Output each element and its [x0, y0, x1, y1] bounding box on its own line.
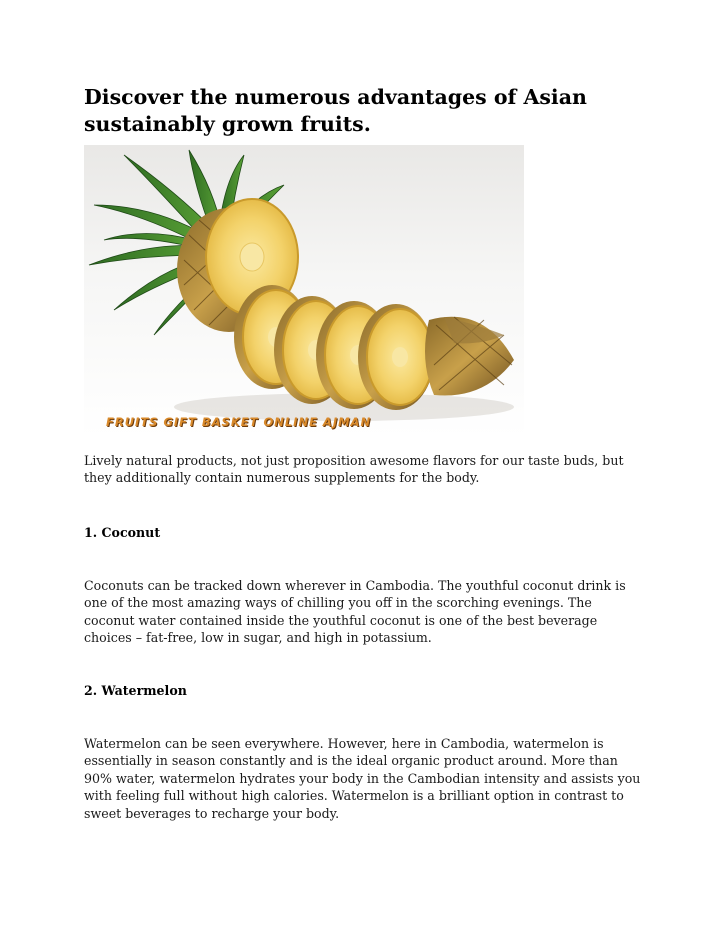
- intro-paragraph: Lively natural products, not just proposition awesome flavors for our taste buds, but they additionally contain numerous supplements for the body.: [84, 453, 624, 486]
- pineapple-image: [84, 145, 524, 437]
- section-heading-watermelon: 2. Watermelon: [84, 683, 187, 698]
- document-title: Discover the numerous advantages of Asian sustainably grown fruits.: [84, 85, 587, 136]
- section-heading-coconut: 1. Coconut: [84, 525, 161, 540]
- section-body-coconut: Coconuts can be tracked down wherever in Cambodia. The youthful coconut drink is one of the most amazing ways of chilling you off in the scorching evenings. The coconut water contained inside the youthful coconut is one of the best beverage choices – fat-free, low in sugar, and high in potassium.: [84, 578, 626, 646]
- pineapple-illustration: [84, 145, 524, 437]
- image-watermark: FRUITS GIFT BASKET ONLINE AJMAN: [106, 415, 372, 429]
- section-body-watermelon: Watermelon can be seen everywhere. However, here in Cambodia, watermelon is essentially in season constantly and is the ideal organic product around. More than 90% water, watermelon hydrates your body in the Cambodian intensity and assists you with feeling full without high calories. Watermelon is a brilliant option in contrast to sweet beverages to recharge your body.: [84, 736, 641, 821]
